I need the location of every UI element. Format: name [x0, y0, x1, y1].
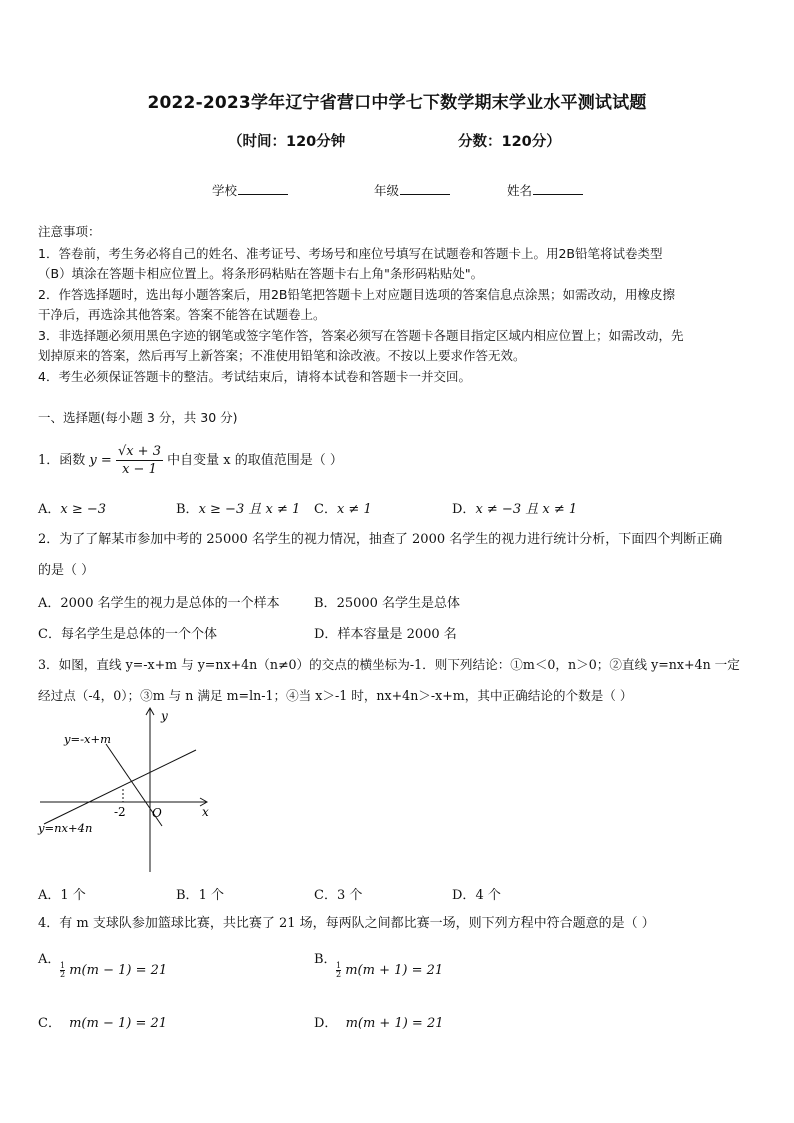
option-label: D．: [452, 502, 476, 517]
exam-time: （时间：120分钟: [228, 134, 346, 150]
name-field: [507, 181, 583, 199]
q2-option-d[interactable]: [314, 623, 457, 642]
x-axis-label: x: [202, 805, 209, 819]
note-line: 干净后，再选涂其他答案。答案不能答在试题卷上。: [38, 307, 326, 322]
grade-blank[interactable]: [400, 182, 450, 195]
option-text: 样本容量是 2000 名: [337, 627, 457, 642]
option-expr: m(m − 1) = 21: [69, 1016, 168, 1031]
option-label: C．: [314, 502, 337, 517]
note-line: 3．非选择题必须用黑色字迹的钢笔或签字笔作答，答案必须写在答题卡各题目指定区域内相应位置上；如需改动，先: [38, 328, 684, 343]
option-expr: x ≠ 1: [336, 502, 372, 517]
q1-fraction: [116, 443, 163, 478]
note-line: 4．考生必须保证答题卡的整洁。考试结束后，请将本试卷和答题卡一并交回。: [38, 369, 471, 384]
option-label: B．: [176, 502, 199, 517]
q1-denominator: x − 1: [122, 462, 157, 477]
half-fraction: $\frac{1}{2}$: [336, 961, 342, 979]
q3-figure: [36, 706, 216, 874]
q3-line1: 3．如图，直线 y=-x+m 与 y=nx+4n（n≠0）的交点的横坐标为-1．则下列结论：①m＜0，n＞0；②直线 y=nx+4n 一定: [38, 657, 740, 672]
school-field: [212, 181, 288, 199]
name-blank[interactable]: [533, 182, 583, 195]
option-text: 每名学生是总体的一个个体: [60, 627, 217, 642]
q4-option-c[interactable]: [38, 1012, 167, 1031]
y-axis-label: y: [161, 709, 168, 723]
option-text: 25000 名学生是总体: [336, 596, 461, 611]
q3-option-a[interactable]: [38, 884, 86, 903]
option-expr: m(m − 1) = 21: [69, 963, 168, 978]
option-label: D．: [452, 888, 476, 903]
school-label: 学校: [212, 183, 238, 198]
option-label: C．: [38, 1016, 61, 1031]
q3-line2: 经过点（-4，0）；③m 与 n 满足 m=ln-1；④当 x＞-1 时，nx+4n＞-x+m，其中正确结论的个数是（ ）: [38, 688, 633, 703]
option-label: C．: [314, 888, 337, 903]
option-text: 2000 名学生的视力是总体的一个样本: [60, 596, 280, 611]
q3-option-c[interactable]: [314, 884, 362, 903]
option-label: B．: [314, 596, 337, 611]
option-text: 1 个: [60, 888, 86, 903]
q2-line1: 2．为了了解某市参加中考的 25000 名学生的视力情况，抽查了 2000 名学生的视力进行统计分析，下面四个判断正确: [38, 532, 723, 547]
q4-option-b-label[interactable]: B．: [314, 952, 337, 967]
notes-heading: 注意事项：: [38, 224, 101, 239]
q1-suffix: 中自变量 x 的取值范围是（ ）: [167, 453, 343, 468]
option-text: 3 个: [336, 888, 363, 903]
q1-option-c[interactable]: [314, 498, 372, 517]
option-label: A．: [38, 888, 61, 903]
q1-func-lhs: y =: [89, 453, 112, 468]
note-line: 划掉原来的答案，然后再写上新答案；不准使用铅笔和涂改液。不按以上要求作答无效。: [38, 348, 526, 363]
origin-label: O: [152, 806, 162, 820]
q4-option-a-label[interactable]: A．: [38, 952, 61, 967]
option-text: 4 个: [475, 888, 501, 903]
note-line: 2．作答选择题时，选出每小题答案后，用2B铅笔把答题卡上对应题目选项的答案信息点涂黑；如需改动，用橡皮擦: [38, 287, 675, 302]
line2-label: y=nx+4n: [38, 821, 93, 835]
note-line: 1．答卷前，考生务必将自己的姓名、准考证号、考场号和座位号填写在试题卷和答题卡上。用2B铅笔将试卷类型: [38, 246, 663, 261]
option-label: D．: [314, 627, 338, 642]
option-expr: x ≥ −3: [60, 502, 107, 517]
q2-line2: 的是（ ）: [38, 563, 95, 578]
q1-prefix: 1．函数: [38, 453, 86, 468]
grade-field: [374, 181, 450, 199]
q2-option-c[interactable]: [38, 623, 217, 642]
q1-option-d[interactable]: [452, 498, 577, 517]
option-label: A．: [38, 596, 61, 611]
q1-option-b[interactable]: [176, 498, 300, 517]
option-expr: x ≠ −3 且 x ≠ 1: [475, 502, 578, 517]
q1-option-a[interactable]: [38, 498, 106, 517]
q3-option-d[interactable]: [452, 884, 501, 903]
option-label: B．: [176, 888, 199, 903]
q2-option-a[interactable]: [38, 592, 280, 611]
option-label: A．: [38, 502, 61, 517]
school-blank[interactable]: [238, 182, 288, 195]
q1-numerator: √x + 3: [117, 444, 161, 459]
half-fraction: $\frac{1}{2}$: [60, 961, 66, 979]
exam-score: 分数：120分）: [458, 134, 561, 150]
option-expr: x ≥ −3 且 x ≠ 1: [198, 502, 301, 517]
option-expr: m(m + 1) = 21: [345, 963, 444, 978]
q4-option-b-expr: [336, 962, 443, 979]
page-title: 2022-2023学年辽宁省营口中学七下数学期末学业水平测试试题: [147, 93, 647, 113]
q4-option-d[interactable]: [314, 1012, 444, 1031]
question-1: [38, 442, 343, 480]
minus2-label: -2: [114, 805, 126, 819]
section-heading: 一、选择题(每小题 3 分，共 30 分): [38, 410, 238, 425]
option-expr: m(m + 1) = 21: [345, 1016, 444, 1031]
note-line: （B）填涂在答题卡相应位置上。将条形码粘贴在答题卡右上角"条形码粘贴处"。: [38, 266, 484, 281]
name-label: 姓名: [507, 183, 533, 198]
option-label: D．: [314, 1016, 338, 1031]
option-text: 1 个: [198, 888, 224, 903]
option-label: C．: [38, 627, 61, 642]
q4-option-a-expr: [60, 962, 167, 979]
grade-label: 年级: [374, 183, 400, 198]
q3-option-b[interactable]: [176, 884, 224, 903]
q4-stem: 4．有 m 支球队参加篮球比赛，共比赛了 21 场，每两队之间都比赛一场，则下列方程中符合题意的是（ ）: [38, 916, 655, 931]
q2-option-b[interactable]: [314, 592, 460, 611]
line1-label: y=-x+m: [64, 732, 112, 746]
